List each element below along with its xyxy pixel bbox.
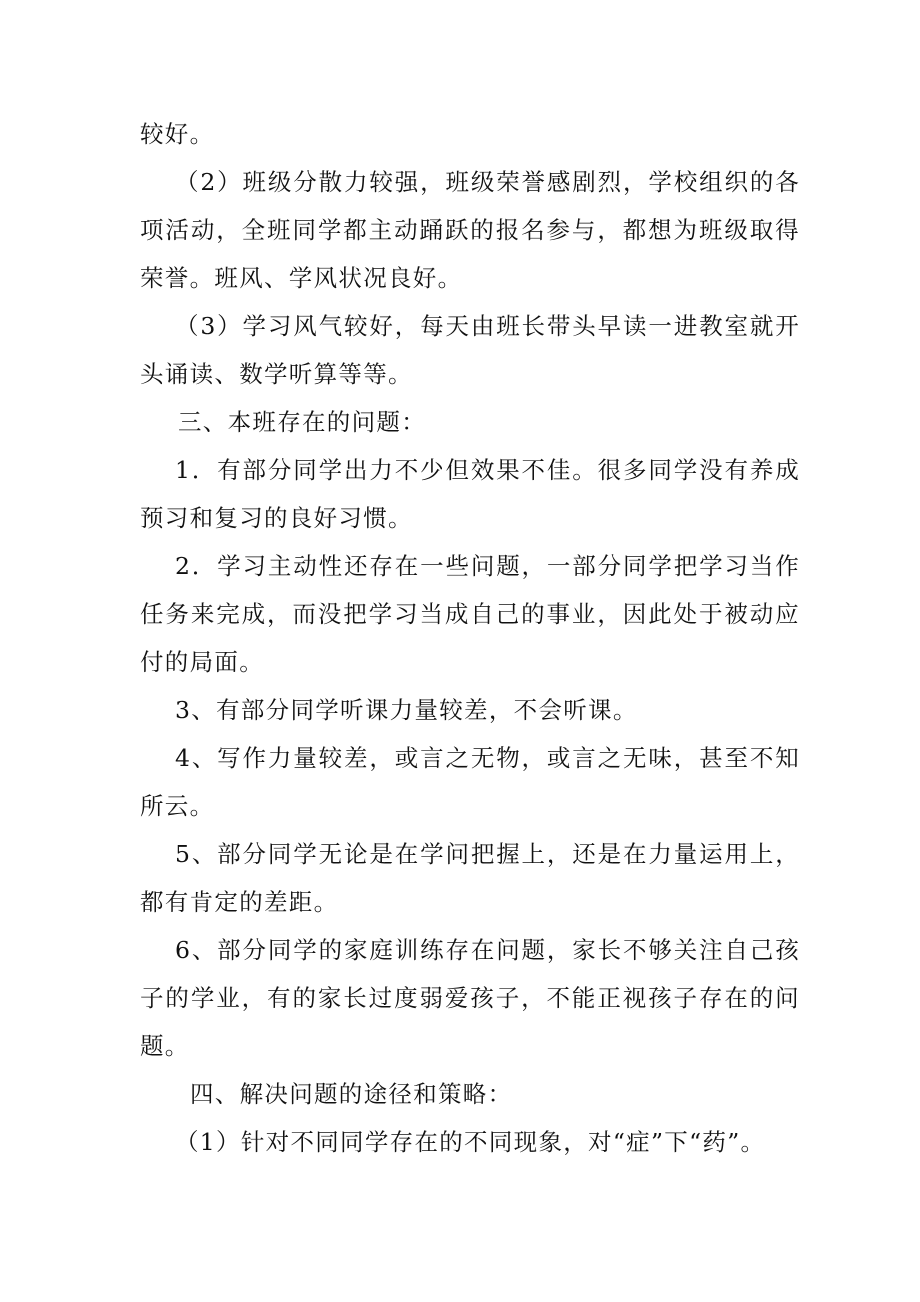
paragraph-issue-2: 2．学习主动性还存在一些问题，一部分同学把学习当作任务来完成，而没把学习当成自己的事业，因此处于被动应付的局面。 bbox=[140, 552, 800, 676]
section-heading-4: 四、解决问题的途径和策略： bbox=[190, 1080, 513, 1108]
paragraph-issue-1: 1．有部分同学出力不少但效果不佳。很多同学没有养成预习和复习的良好习惯。 bbox=[140, 456, 800, 532]
paragraph-issue-3: 3、有部分同学听课力量较差，不会听课。 bbox=[175, 696, 638, 724]
document-body bbox=[140, 110, 800, 1166]
paragraph-continuation: 较好。 bbox=[140, 120, 215, 148]
paragraph-issue-4: 4、写作力量较差，或言之无物，或言之无味，甚至不知所云。 bbox=[140, 744, 800, 820]
paragraph-strategy-1: （1）针对不同同学存在的不同现象，对“症”下“药”。 bbox=[175, 1128, 766, 1156]
paragraph-point-2: （2）班级分散力较强，班级荣誉感剧烈，学校组织的各项活动，全班同学都主动踊跃的报名参与，都想为班级取得荣誉。班风、学风状况良好。 bbox=[140, 168, 800, 292]
section-heading-3: 三、本班存在的问题： bbox=[178, 408, 426, 436]
paragraph-issue-5: 5、部分同学无论是在学问把握上，还是在力量运用上，都有肯定的差距。 bbox=[140, 840, 800, 916]
paragraph-point-3: （3）学习风气较好，每天由班长带头早读一进教室就开头诵读、数学听算等等。 bbox=[140, 312, 800, 388]
paragraph-issue-6: 6、部分同学的家庭训练存在问题，家长不够关注自己孩子的学业，有的家长过度弱爱孩子，不能正视孩子存在的问题。 bbox=[140, 936, 800, 1060]
